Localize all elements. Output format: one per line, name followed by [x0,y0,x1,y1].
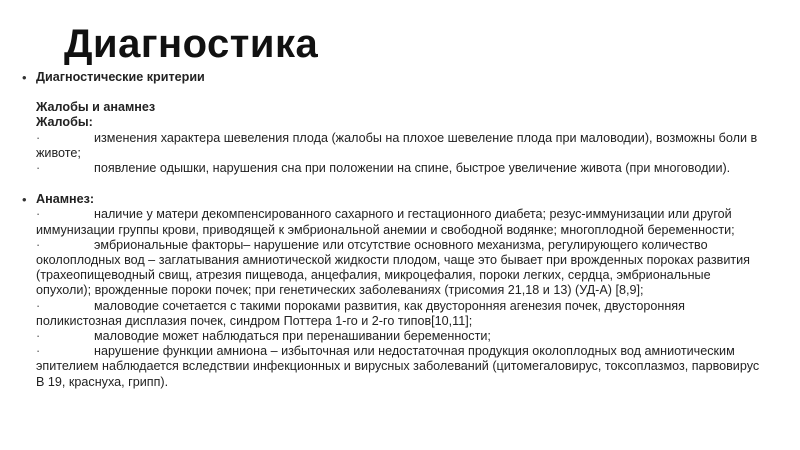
item-marker: · [36,344,41,359]
complaints-anamnesis-heading: Жалобы и анамнез [36,100,156,115]
item-marker: · [36,329,41,344]
item-text: изменения характера шевеления плода (жалобы на плохое шевеление плода при маловодии), возможны боли в животе; [36,130,758,160]
slide-content [22,70,762,390]
item-marker: · [36,237,41,252]
item-marker: · [36,161,41,176]
list-item [36,329,762,344]
list-item [36,161,762,176]
bullet-anamnesis [22,192,762,390]
list-item [36,344,762,390]
bullet-diagnostic-criteria [22,70,762,176]
item-text: маловодие сочетается с такими пороками развития, как двусторонняя агенезия почек, двусторонняя поликистозная дисплазия почек, синдром Поттера 1-го и 2-го типов[10,11]; [36,298,685,328]
item-text: маловодие может наблюдаться при перенашивании беременности; [94,329,491,344]
bullet-dot: • [22,192,27,208]
anamnesis-heading: Анамнез: [36,192,95,207]
item-marker: · [36,298,41,313]
item-marker: · [36,207,41,222]
list-item [36,207,762,237]
list-item [36,238,762,299]
item-marker: · [36,130,41,145]
item-text: наличие у матери декомпенсированного сахарного и гестационного диабета; резус-иммунизации или другой иммунизации группы крови, приводящей к эмбриональной анемии и свободной водянке; многоплодной беременности; [36,207,735,237]
list-item [36,131,762,161]
list-item [36,299,762,329]
complaints-heading: Жалобы: [36,115,93,130]
slide-title: Диагностика [64,22,319,66]
item-text: эмбриональные факторы– нарушение или отсутствие основного механизма, регулирующего количество околоплодных вод – заглатывания амниотической жидкости плодом, чаще это бывает при врожденных пороках развития (трахеопищеводный свищ, атрезия пищевода, анцефалия, микроцефалия, пороки легких, сердца, эмбриональные опухоли); врожденные пороки почек; при генетических заболеваниях (трисомия 21,18 и 13) (УД-А) [8,9]; [36,237,750,298]
item-text: появление одышки, нарушения сна при положении на спине, быстрое увеличение живота (при многоводии). [94,161,731,176]
criteria-heading: Диагностические критерии [36,70,205,84]
item-text: нарушение функции амниона – избыточная или недостаточная продукция околоплодных вод амниотическим эпителием наблюдается вследствии инфекционных и вирусных заболеваний (цитомегаловирус, токсоплазмоз, парвовирус В 19, краснуха, грипп). [36,344,760,389]
bullet-dot: • [22,70,27,85]
